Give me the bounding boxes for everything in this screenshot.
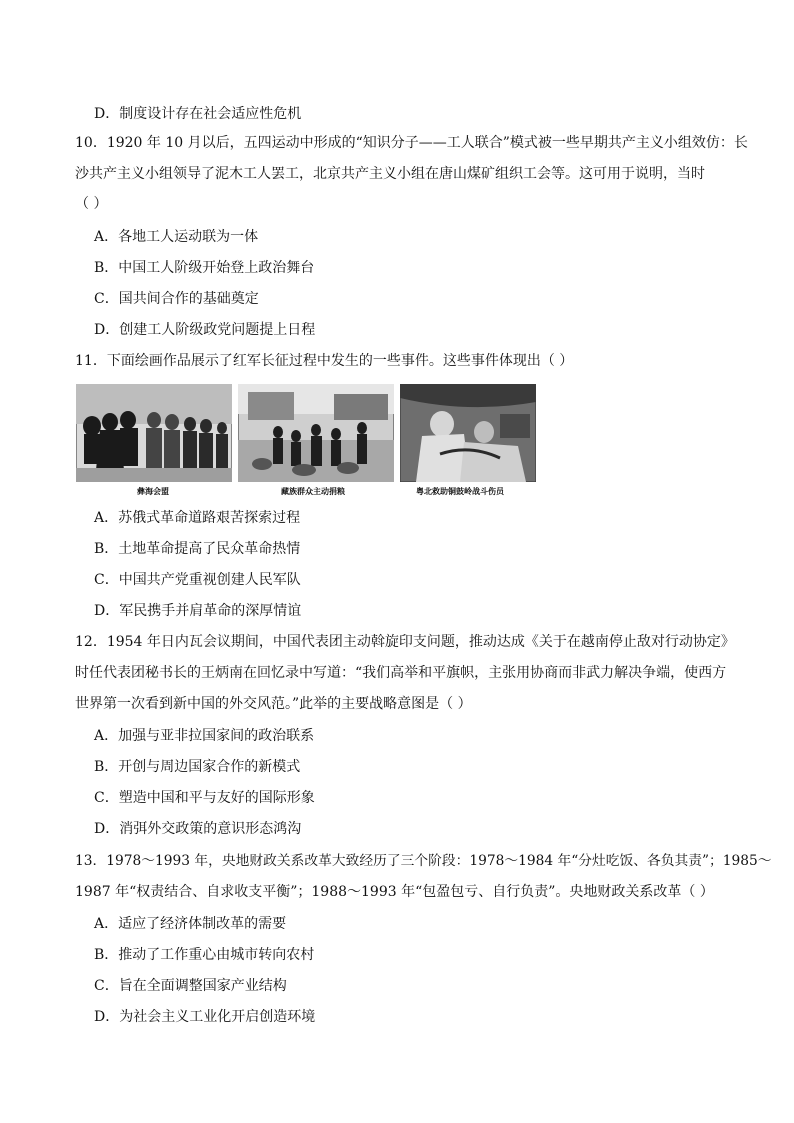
q9-option-d: D．制度设计存在社会适应性危机 [94, 106, 302, 122]
q12-stem-line-1: 12．1954 年日内瓦会议期间，中国代表团主动斡旋印支问题，推动达成《关于在越南停止敌对行动协定》 [75, 634, 735, 650]
q10-stem-line-2: 沙共产主义小组领导了泥木工人罢工，北京共产主义小组在唐山煤矿组织工会等。这可用于说明，当时 [75, 166, 705, 182]
q13-option-a: A．适应了经济体制改革的需要 [94, 916, 287, 932]
q10-answer-blank: （ ） [75, 196, 108, 212]
q11-option-c: C．中国共产党重视创建人民军队 [94, 572, 301, 588]
q12-stem-line-2: 时任代表团秘书长的王炳南在回忆录中写道：“我们高举和平旗帜，主张用协商而非武力解决争端，使西方 [75, 665, 727, 681]
q11-figure-row [76, 384, 536, 499]
q11-option-a: A．苏俄式革命道路艰苦探索过程 [94, 510, 301, 526]
q11-option-b: B．土地革命提高了民众革命热情 [94, 541, 301, 557]
q12-stem-line-3: 世界第一次看到新中国的外交风范。”此举的主要战略意图是（ ） [75, 696, 472, 712]
caption-tibetan-grain-donation: 藏族群众主动捐粮 [281, 487, 345, 496]
q13-stem-line-1: 13．1978～1993 年，央地财政关系改革大致经历了三个阶段：1978～1984 年“分灶吃饭、各负其责”；1985～ [75, 853, 772, 869]
painting-tibetan-grain-donation [238, 384, 394, 482]
q11-stem-line-1: 11．下面绘画作品展示了红军长征过程中发生的一些事件。这些事件体现出（ ） [75, 353, 574, 369]
q12-option-a: A．加强与亚非拉国家间的政治联系 [94, 728, 315, 744]
q13-option-b: B．推动了工作重心由城市转向农村 [94, 947, 315, 963]
q10-option-b: B．中国工人阶级开始登上政治舞台 [94, 260, 315, 276]
q10-option-a: A．各地工人运动联为一体 [94, 229, 259, 245]
painting-rescuing-wounded-soldiers [400, 384, 536, 482]
q13-option-d: D．为社会主义工业化开启创造环境 [94, 1009, 316, 1025]
q12-option-c: C．塑造中国和平与友好的国际形象 [94, 790, 315, 806]
caption-yihai-alliance: 彝海会盟 [137, 487, 169, 496]
q10-option-d: D．创建工人阶级政党问题提上日程 [94, 322, 316, 338]
q13-stem-line-2: 1987 年“权责结合、自求收支平衡”；1988～1993 年“包盈包亏、自行负责”。央地财政关系改革（ ） [75, 884, 714, 900]
q10-option-c: C．国共间合作的基础奠定 [94, 291, 259, 307]
q13-option-c: C．旨在全面调整国家产业结构 [94, 978, 287, 994]
q12-option-d: D．消弭外交政策的意识形态鸿沟 [94, 821, 302, 837]
q11-option-d: D．军民携手并肩革命的深厚情谊 [94, 603, 302, 619]
q12-option-b: B．开创与周边国家合作的新模式 [94, 759, 301, 775]
caption-rescuing-wounded-soldiers: 粤北救助铜鼓岭战斗伤员 [416, 487, 504, 496]
painting-yihai-alliance [76, 384, 232, 482]
q10-stem-line-1: 10．1920 年 10 月以后，五四运动中形成的“知识分子——工人联合”模式被一些早期共产主义小组效仿：长 [75, 135, 748, 151]
